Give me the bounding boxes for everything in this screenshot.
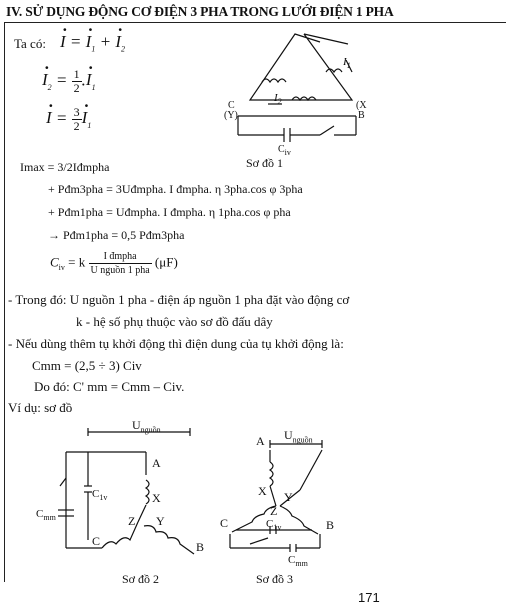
d3-caption: Sơ đồ 3 [256,572,294,586]
d2-label-z: Z [128,514,136,528]
d2-label-x: X [152,491,161,505]
d2-caption: Sơ đồ 2 [122,572,160,586]
d2-label-y: Y [156,514,165,528]
d3-label-z: Z [270,504,278,518]
text-k: k - hệ số phụ thuộc vào sơ đồ đấu dây [76,314,273,329]
equation-current-sum: · I = · $I_1$ + · $I_2$ [60,32,125,53]
d2-label-a: A [152,456,161,470]
section-heading: IV. SỬ DỤNG ĐỘNG CƠ ĐIỆN 3 PHA TRONG LƯỚI ĐIỆN 1 PHA [6,4,394,19]
left-margin-line [4,22,5,582]
formula-civ: $C_{iv} = k$ $\frac{\text{I đmpha}}{\text{U nguồn 1 pha}}$ (μF) [50,251,178,276]
formula-pdm1: + Pđm1pha = Uđmpha. I đmpha. η 1pha.cos φ pha [48,205,291,219]
d1-caption: Sơ đồ 1 [246,156,284,170]
d2-unguon: $U_{nguồn}$ [132,418,161,435]
d3-label-x: X [258,484,267,498]
d3-label-b: B [326,518,335,532]
equation-i2: · $I_2$ = $\frac{1}{2}$ .· $I_1$ [42,68,96,95]
d2-label-c: C [92,534,101,548]
d3-unguon: $U_{nguồn}$ [284,428,313,445]
text-neu: - Nếu dùng thêm tụ khởi động thì điện dung của tụ khởi động là: [8,336,344,351]
formula-pdm3: + Pđm3pha = 3Uđmpha. I đmpha. η 3pha.cos φ 3pha [48,182,303,196]
d3-label-cmm: $C_{mm}$ [288,554,308,569]
d2-label-civ: $C_{1v}$ [92,488,108,503]
d1-label-x: (X [356,100,367,111]
d3-label-civ: $C_{1v}$ [266,518,282,533]
text-dodo: Do đó: C' mm = Cmm – Civ. [34,379,185,394]
d1-label-c: C [228,100,235,111]
taco-label: Ta có: [14,36,46,51]
d1-label-i1: $I_1$ [343,56,351,71]
d2-label-cmm: $C_{mm}$ [36,508,56,523]
equation-i: · I = $\frac{3}{2}$ · $I_1$ [46,106,91,133]
formula-arrow: → Pđm1pha = 0,5 Pđm3pha [48,228,185,242]
heading-underline [4,22,506,23]
d1-label-i2: $I_2$ [274,92,282,107]
d1-label-civ: $C_{iv}$ [278,144,291,157]
d3-label-c: C [220,516,229,530]
text-cmm: Cmm = (2,5 ÷ 3) Civ [32,358,142,373]
formula-imax: Imax = 3/2Iđmpha [20,160,110,174]
d3-label-a: A [256,434,265,448]
page-number: 171 [358,590,380,605]
text-trongdo: - Trong đó: U nguồn 1 pha - điện áp nguồn 1 pha đặt vào động cơ [8,292,350,307]
d3-label-y: Y [284,490,293,504]
d1-label-y: (Y) [224,110,238,121]
d2-label-b: B [196,540,205,554]
d1-label-b: B [358,110,365,121]
text-vidu: Ví dụ: sơ đồ [8,400,73,415]
